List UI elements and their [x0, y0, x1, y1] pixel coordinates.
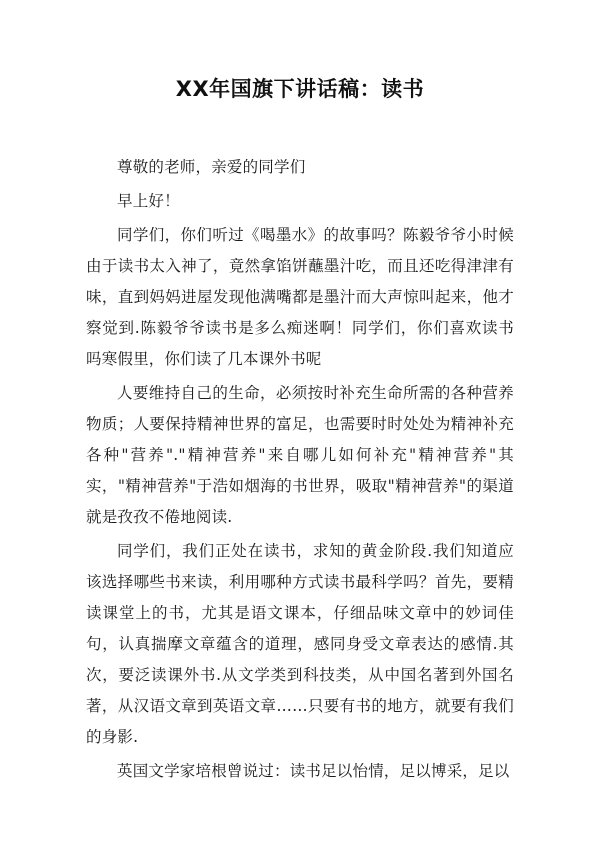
greeting: 早上好！: [117, 192, 180, 210]
paragraph-methods: 同学们，我们正处在读书，求知的黄金阶段.我们知道应该选择哪些书来读，利用哪种方式读书最科学吗？首先，要精读课堂上的书，尤其是语文课本，仔细品味文章中的妙词佳句，认真揣摩文章蕴含的道理，感同身受文章表达的感情.其次，要泛读课外书.从文学类到科技类，从中国名著到外国名著，从汉语文章到英语文章……只要有书的地方，就要有我们的身影.: [86, 542, 514, 746]
salutation: 尊敬的老师，亲爱的同学们: [117, 158, 306, 176]
paragraph-nutrition: 人要维持自己的生命，必须按时补充生命所需的各种营养物质；人要保持精神世界的富足，也需要时时处处为精神补充各种"营养"."精神营养"来自哪儿如何补充"精神营养"其实，"精神营养"于浩如烟海的书世界，吸取"精神营养"的渠道就是孜孜不倦地阅读.: [86, 384, 514, 526]
document-body: [86, 152, 514, 787]
paragraph-bacon-quote: 英国文学家培根曾说过：读书足以怡情，足以博采，足以: [117, 762, 510, 780]
document-title: XX年国旗下讲话稿：读书: [175, 77, 425, 101]
paragraph-story: 同学们，你们听过《喝墨水》的故事吗？陈毅爷爷小时候由于读书太入神了，竟然拿馅饼蘸墨汁吃，而且还吃得津津有味，直到妈妈进屋发现他满嘴都是墨汁而大声惊叫起来，他才察觉到.陈毅爷爷读书是多么痴迷啊！同学们，你们喜欢读书吗寒假里，你们读了几本课外书呢: [86, 226, 514, 368]
